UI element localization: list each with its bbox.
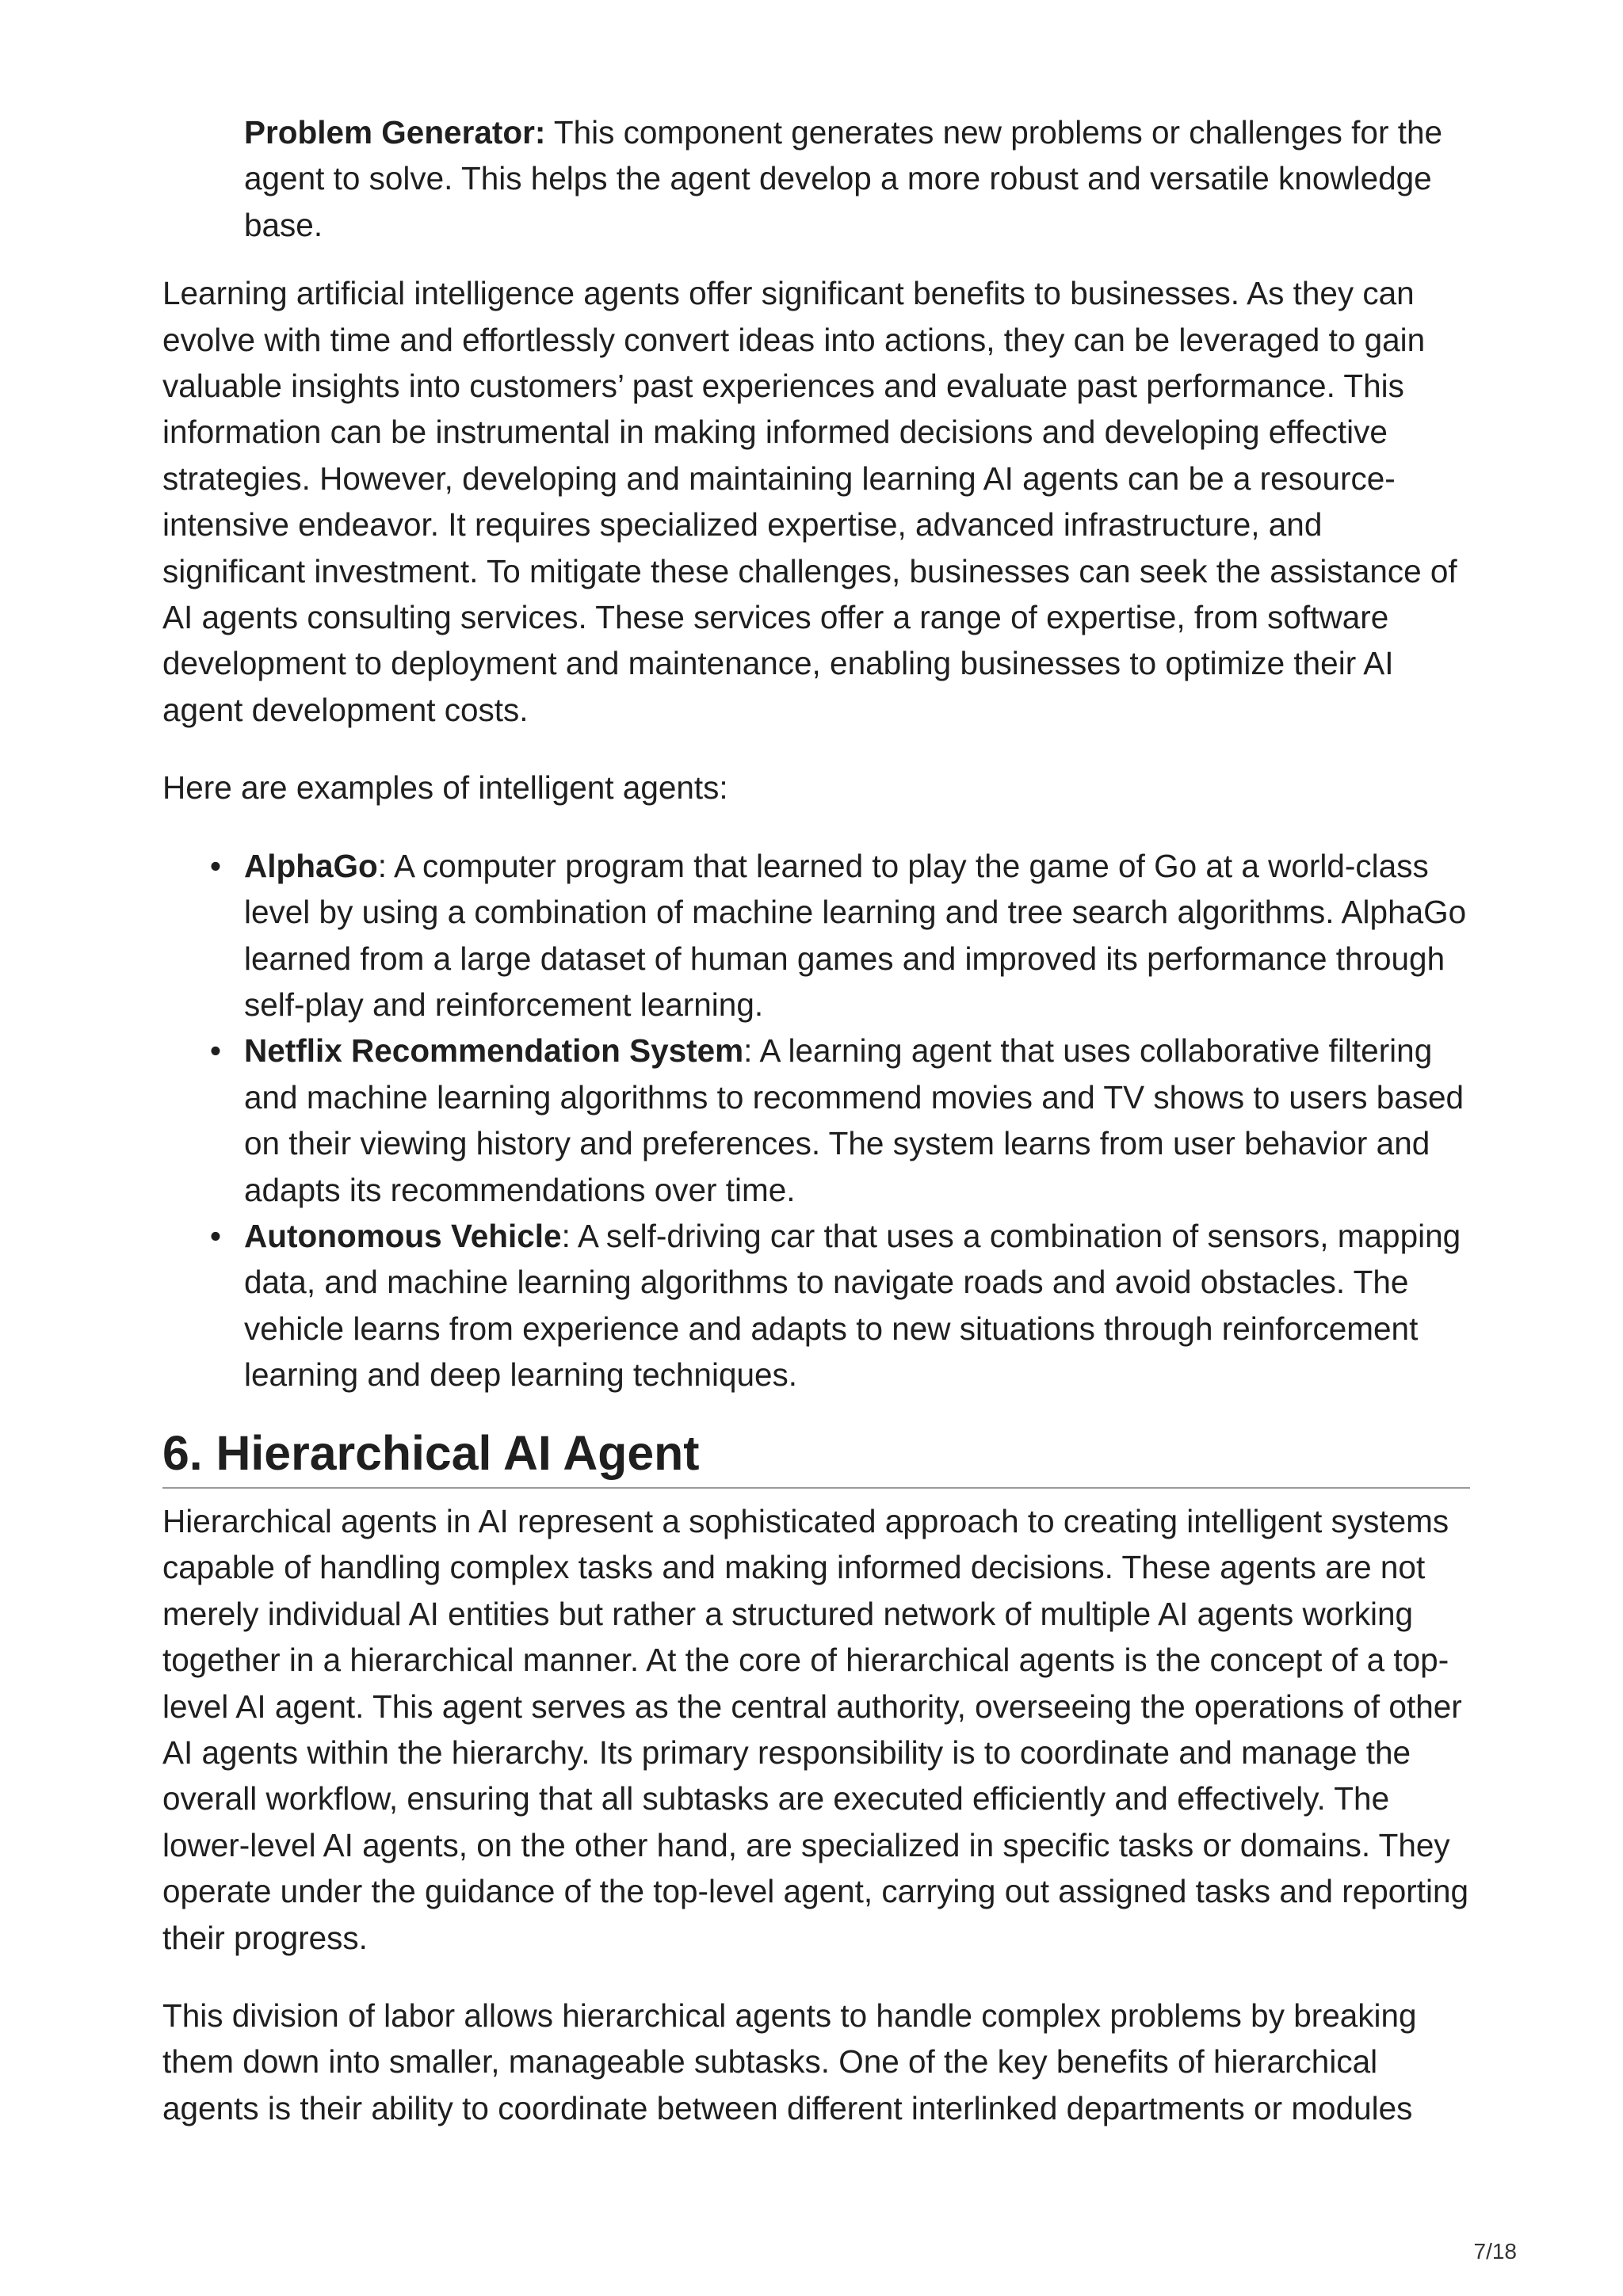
list-item-alphago xyxy=(209,843,1470,1028)
problem-generator-text: This component generates new problems or challenges for the agent to solve. This helps the agent develop a more robust and versatile knowledge base. xyxy=(244,114,1442,243)
example-text: : A learning agent that uses collaborative filtering and machine learning algorithms to recommend movies and TV shows to users based on their viewing history and preferences. The system learns from user behavior and adapts its recommendations over time. xyxy=(244,1032,1465,1208)
list-item-autonomous-vehicle xyxy=(209,1213,1470,1398)
examples-intro: Here are examples of intelligent agents: xyxy=(162,769,728,807)
example-term: AlphaGo xyxy=(244,847,378,884)
bullet-icon: • xyxy=(209,1032,222,1070)
example-term: Netflix Recommendation System xyxy=(244,1032,744,1070)
list-item-netflix xyxy=(209,1028,1470,1213)
example-term: Autonomous Vehicle xyxy=(244,1217,562,1254)
page-content xyxy=(162,109,1470,2163)
paragraph-hierarchical-1: Hierarchical agents in AI represent a sophisticated approach to creating intelligent systems capable of handling complex tasks and making informed decisions. These agents are not merely individual AI entities but rather a structured network of multiple AI agents working together in a hierarchical manner. At the core of hierarchical agents is the concept of a top-level AI agent. This agent serves as the central authority, overseeing the operations of other AI agents within the hierarchy. Its primary responsibility is to coordinate and manage the overall workflow, ensuring that all subtasks are executed efficiently and effectively. The lower-level AI agents, on the other hand, are specialized in specific tasks or domains. They operate under the guidance of the top-level agent, carrying out assigned tasks and reporting their progress. xyxy=(162,1502,1469,1956)
bullet-icon: • xyxy=(209,1217,222,1254)
problem-generator-item xyxy=(244,109,1470,248)
page-number: 7/18 xyxy=(1473,2239,1517,2264)
section-heading: 6. Hierarchical AI Agent xyxy=(162,1430,1470,1489)
examples-list xyxy=(162,843,1470,1398)
example-text: : A computer program that learned to play the game of Go at a world-class level by using a combination of machine learning and tree search algorithms. AlphaGo learned from a large dataset of human games and improved its performance through self-play and reinforcement learning. xyxy=(244,847,1467,1023)
bullet-icon: • xyxy=(209,847,222,884)
problem-generator-term: Problem Generator: xyxy=(244,114,546,151)
example-text: : A self-driving car that uses a combination of sensors, mapping data, and machine learning algorithms to navigate roads and avoid obstacles. The vehicle learns from experience and adapts to new situations through reinforcement learning and deep learning techniques. xyxy=(244,1217,1461,1394)
paragraph-hierarchical-2: This division of labor allows hierarchical agents to handle complex problems by breaking them down into smaller, manageable subtasks. One of the key benefits of hierarchical agents is their ability to coordinate between different interlinked departments or modules xyxy=(162,1997,1417,2126)
paragraph-learning-benefits: Learning artificial intelligence agents offer significant benefits to businesses. As they can evolve with time and effortlessly convert ideas into actions, they can be leveraged to gain valuable insights into customers’ past experiences and evaluate past performance. This information can be instrumental in making informed decisions and developing effective strategies. However, developing and maintaining learning AI agents can be a resource-intensive endeavor. It requires specialized expertise, advanced infrastructure, and significant investment. To mitigate these challenges, businesses can seek the assistance of AI agents consulting services. These services offer a range of expertise, from software development to deployment and maintenance, enabling businesses to optimize their AI agent development costs. xyxy=(162,275,1457,728)
